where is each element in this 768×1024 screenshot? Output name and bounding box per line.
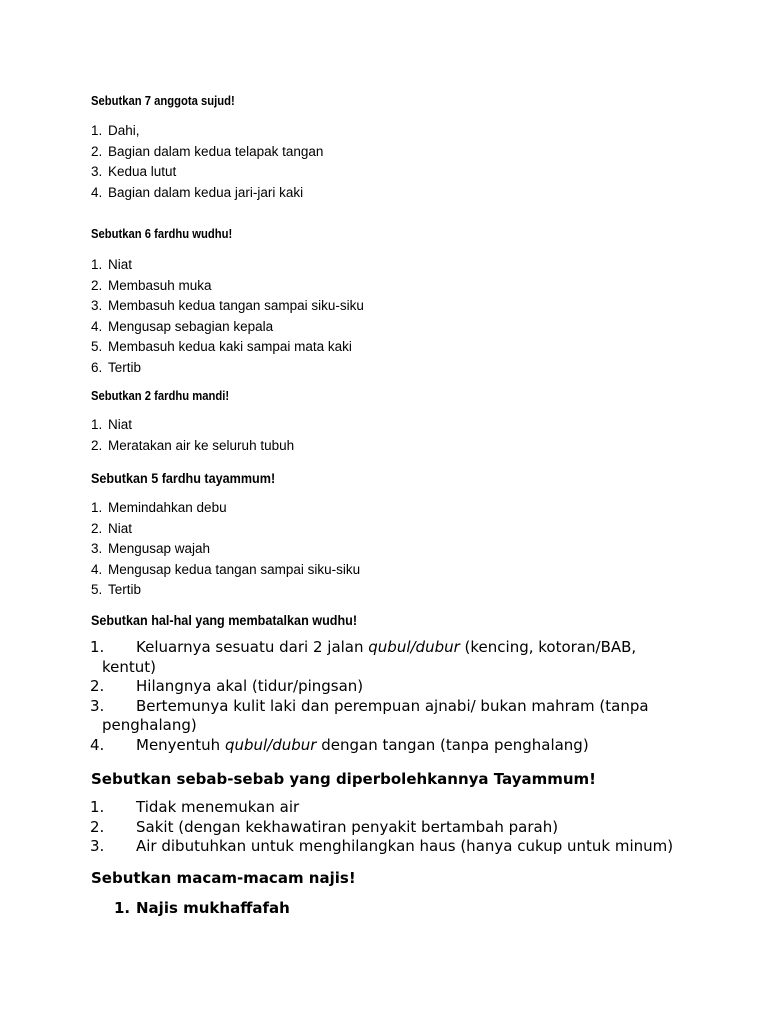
- answer-list: [91, 798, 731, 857]
- list-item: 1. Najis mukhaffafah: [114, 899, 290, 917]
- list-item: 2. Meratakan air ke seluruh tubuh: [91, 437, 295, 453]
- list-item: 2. Membasuh muka: [91, 277, 212, 293]
- section-heading: Sebutkan 7 anggota sujud!: [91, 94, 235, 108]
- list-item: 4. Mengusap sebagian kepala: [91, 318, 274, 334]
- list-item: 4. Menyentuh qubul/dubur dengan tangan (tanpa penghalang): [90, 735, 589, 754]
- section-membatalkan-wudhu: [91, 612, 711, 755]
- answer-list: [91, 498, 711, 601]
- section-anggota-sujud: [91, 94, 711, 203]
- list-item: 2. Niat: [91, 520, 133, 536]
- list-item: 1. Tidak menemukan air: [90, 798, 300, 816]
- section-heading: Sebutkan sebab-sebab yang diperbolehkannya Tayammum!: [91, 770, 597, 788]
- list-item: 1. Memindahkan debu: [91, 500, 227, 515]
- list-item: 3. Mengusap wajah: [91, 541, 211, 556]
- section-fardhu-tayammum: [91, 470, 711, 601]
- section-fardhu-wudhu: [91, 227, 711, 378]
- list-item: 3. Kedua lutut: [91, 164, 177, 179]
- section-heading: Sebutkan 2 fardhu mandi!: [91, 389, 230, 403]
- list-item: 3. Air dibutuhkan untuk menghilangkan haus (hanya cukup untuk minum): [90, 837, 674, 855]
- section-macam-najis: [91, 869, 711, 917]
- list-item: 2. Hilangnya akal (tidur/pingsan): [90, 677, 364, 695]
- answer-list: [91, 638, 711, 755]
- list-item: 3. Membasuh kedua tangan sampai siku-siku: [91, 298, 364, 313]
- section-heading: Sebutkan 5 fardhu tayammum!: [91, 470, 276, 486]
- list-item: 1. Niat: [91, 257, 133, 272]
- section-heading: Sebutkan hal-hal yang membatalkan wudhu!: [91, 612, 358, 628]
- list-item: 4. Mengusap kedua tangan sampai siku-siku: [91, 561, 361, 577]
- list-item: 3. Bertemunya kulit laki dan perempuan ajnabi/ bukan mahram (tanpa penghalang): [90, 696, 649, 734]
- answer-list: [91, 255, 711, 378]
- list-item: 5. Membasuh kedua kaki sampai mata kaki: [91, 339, 352, 354]
- list-item: 4. Bagian dalam kedua jari-jari kaki: [91, 184, 304, 200]
- answer-list: [114, 899, 711, 917]
- list-item: 1. Dahi,: [91, 123, 140, 138]
- answer-list: [91, 121, 711, 203]
- list-item: 2. Bagian dalam kedua telapak tangan: [91, 143, 324, 159]
- section-heading: Sebutkan 6 fardhu wudhu!: [91, 227, 233, 241]
- list-item: 1. Niat: [91, 417, 133, 432]
- list-item: 6. Tertib: [91, 359, 142, 375]
- section-heading: Sebutkan macam-macam najis!: [91, 869, 356, 887]
- list-item: 5. Tertib: [91, 582, 142, 597]
- list-item: 2. Sakit (dengan kekhawatiran penyakit bertambah parah): [90, 817, 559, 836]
- section-sebab-tayammum: [91, 770, 731, 857]
- list-item: 1. Keluarnya sesuatu dari 2 jalan qubul/dubur (kencing, kotoran/BAB, kentut): [90, 638, 637, 676]
- section-fardhu-mandi: [91, 389, 711, 456]
- answer-list: [91, 415, 711, 456]
